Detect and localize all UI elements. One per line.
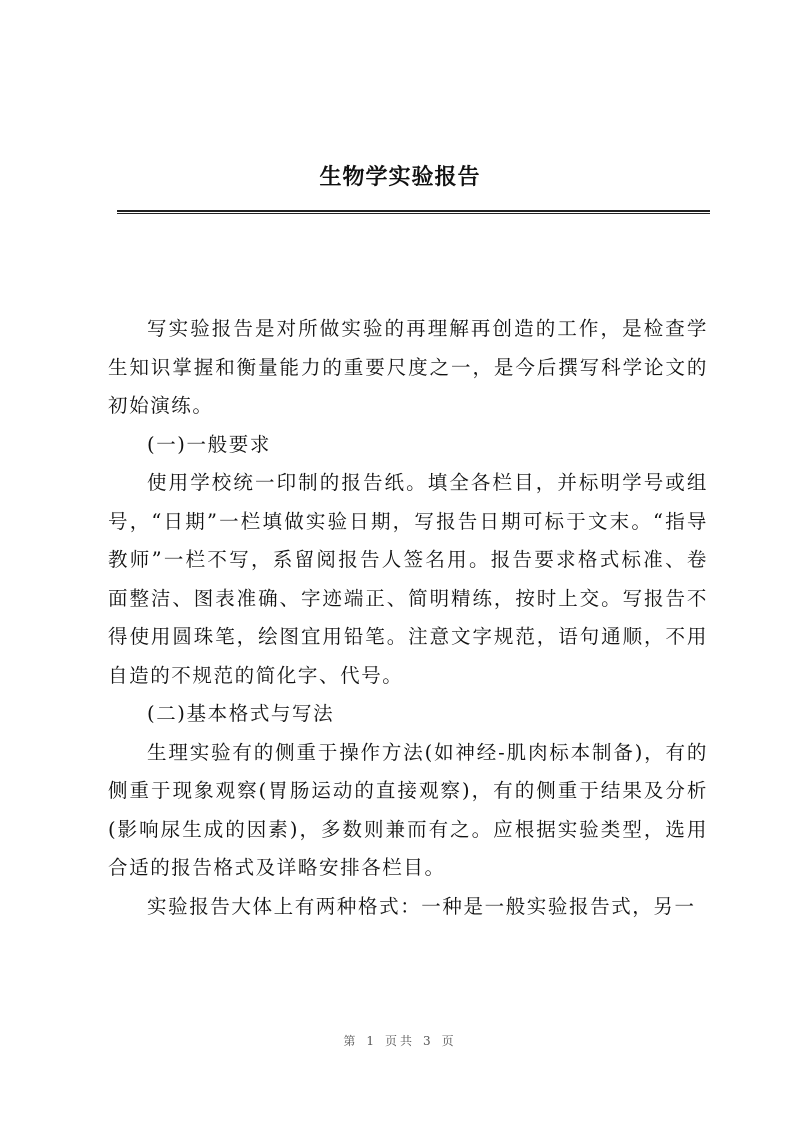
title-divider (117, 210, 710, 214)
footer-current-page: 1 (366, 1034, 377, 1048)
paragraph-intro: 写实验报告是对所做实验的再理解再创造的工作，是检查学生知识掌握和衡量能力的重要尺度之一，是今后撰写科学论文的初始演练。 (108, 317, 708, 417)
page-footer (0, 1032, 800, 1049)
page-title: 生物学实验报告 (319, 165, 481, 190)
paragraph-formats: 实验报告大体上有两种格式：一种是一般实验报告式，另一 (147, 894, 696, 918)
footer-suffix: 页 (441, 1034, 457, 1048)
document-body (108, 310, 708, 926)
paragraph-general-requirements: 使用学校统一印制的报告纸。填全各栏目，并标明学号或组号，“日期”一栏填做实验日期，写报告日期可标于文末。“指导教师”一栏不写，系留阅报告人签名用。报告要求格式标准、卷面整洁、图表准确、字迹端正、简明精练，按时上交。写报告不得使用圆珠笔，绘图宜用铅笔。注意文字规范，语句通顺，不用自造的不规范的简化字、代号。 (108, 471, 708, 687)
footer-middle: 页共 (384, 1034, 415, 1048)
footer-prefix: 第 (343, 1034, 359, 1048)
footer-total-pages: 3 (423, 1034, 434, 1048)
paragraph-report-types: 生理实验有的侧重于操作方法(如神经-肌肉标本制备)，有的侧重于现象观察(胃肠运动的直接观察)，有的侧重于结果及分析(影响尿生成的因素)，多数则兼而有之。应根据实验类型，选用合适的报告格式及详略安排各栏目。 (108, 740, 708, 879)
section-heading-basic-format: (二)基本格式与写法 (147, 702, 335, 725)
section-heading-general-requirements: (一)一般要求 (147, 432, 271, 456)
